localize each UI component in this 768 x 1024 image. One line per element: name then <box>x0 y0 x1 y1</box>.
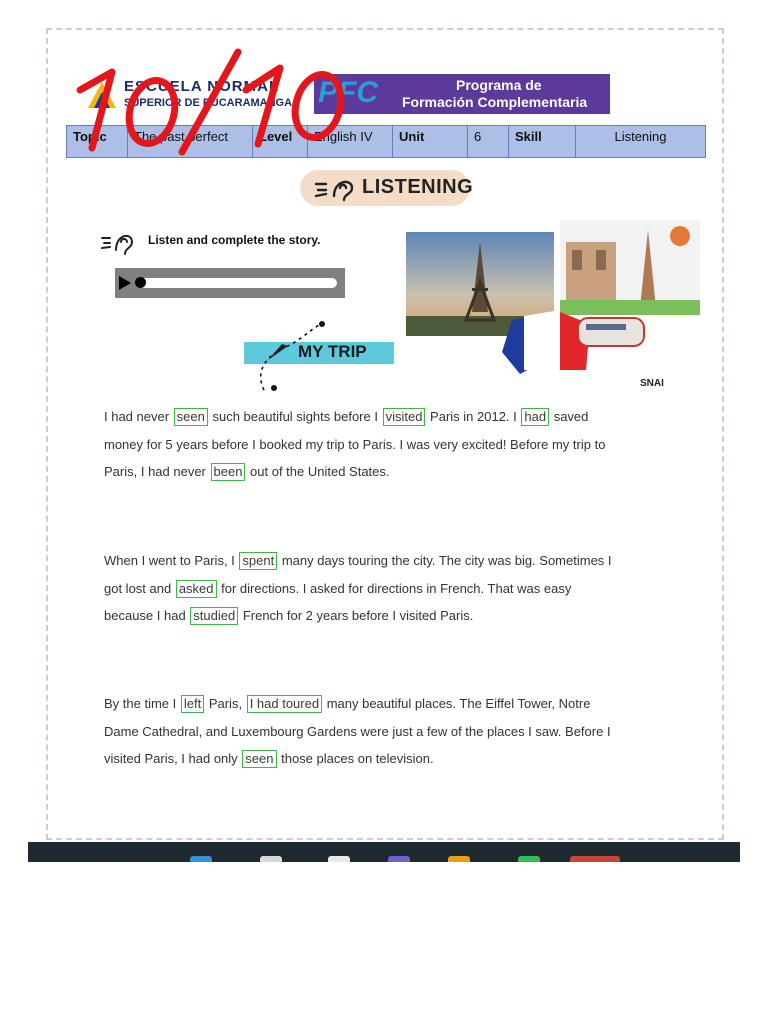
program-title-line2: Formación Complementaria <box>402 94 588 110</box>
answer-box[interactable]: I had toured <box>247 695 322 713</box>
search-icon[interactable] <box>260 856 282 862</box>
instruction-text: Listen and complete the story. <box>148 233 321 247</box>
story-text: saved money for 5 years before I booked my trip to Paris. I was very excited! Before my trip to Paris, I had never <box>104 409 606 479</box>
ear-icon <box>314 174 358 202</box>
story-text: such beautiful sights before I <box>208 409 382 424</box>
skill-label: Skill <box>509 126 576 158</box>
story-text: French for 2 years before I visited Paris. <box>239 608 474 623</box>
answer-box[interactable]: seen <box>174 408 208 426</box>
grade-mark-drawing <box>70 40 360 160</box>
handwritten-grade <box>70 40 360 160</box>
windows-start-icon[interactable] <box>190 856 212 862</box>
level-value: English IV <box>308 126 393 158</box>
skill-value: Listening <box>576 126 706 158</box>
audio-seek-handle[interactable] <box>135 277 146 288</box>
answer-box[interactable]: been <box>211 463 246 481</box>
story-text: for directions. I asked for directions in French. That was easy because I had <box>104 580 572 623</box>
answer-box[interactable]: left <box>181 695 204 713</box>
paris-travel-collage <box>500 220 700 390</box>
topic-label: Topic <box>67 126 128 158</box>
story-paragraph-3 <box>104 690 614 773</box>
whatsapp-icon[interactable] <box>518 856 540 862</box>
answer-box[interactable]: asked <box>176 580 217 598</box>
listening-title-text: LISTENING <box>362 176 474 198</box>
story-text: By the time I <box>104 696 180 711</box>
story-paragraph-2 <box>104 547 614 630</box>
answer-box[interactable]: visited <box>383 408 426 426</box>
unit-label: Unit <box>393 126 468 158</box>
program-acronym: PFC <box>318 76 378 109</box>
story-title: MY TRIP <box>298 342 367 361</box>
level-label: Level <box>253 126 308 158</box>
story-paragraph-1 <box>104 403 614 486</box>
answer-box[interactable]: studied <box>190 607 238 625</box>
story-text: many beautiful places. The Eiffel Tower, Notre Dame Cathedral, and Luxembourg Gardens were just a few of the places I saw. Before I visited Paris, I had only <box>104 696 611 766</box>
file-explorer-icon[interactable] <box>448 856 470 862</box>
task-view-icon[interactable] <box>328 856 350 862</box>
answer-box[interactable]: seen <box>242 750 276 768</box>
story-text: Paris, <box>205 696 246 711</box>
play-icon[interactable] <box>119 276 131 290</box>
story-text: those places on television. <box>277 751 434 766</box>
school-subtitle: SUPERIOR DE BUCARAMANGA <box>124 97 293 109</box>
story-text: out of the United States. <box>246 464 390 479</box>
active-app-icon[interactable] <box>570 856 620 862</box>
answer-box[interactable]: spent <box>239 552 277 570</box>
story-text: Paris in 2012. I <box>426 409 521 424</box>
school-name: ESCUELA NORMAL <box>124 78 280 95</box>
answer-box[interactable]: had <box>521 408 549 426</box>
story-text: many days touring the city. The city was big. Sometimes I got lost and <box>104 553 612 596</box>
listening-section-title <box>300 170 474 206</box>
teams-icon[interactable] <box>388 856 410 862</box>
audio-player[interactable] <box>115 268 345 298</box>
unit-value: 6 <box>468 126 509 158</box>
taskbar <box>28 842 740 862</box>
topic-value: The past perfect <box>128 126 253 158</box>
listen-ear-icon <box>100 228 140 258</box>
story-text: When I went to Paris, I <box>104 553 239 568</box>
program-title-line1: Programa de <box>456 77 542 93</box>
audio-progress-track[interactable] <box>137 278 337 288</box>
story-text: I had never <box>104 409 173 424</box>
image-credit: SNAI <box>640 378 664 389</box>
